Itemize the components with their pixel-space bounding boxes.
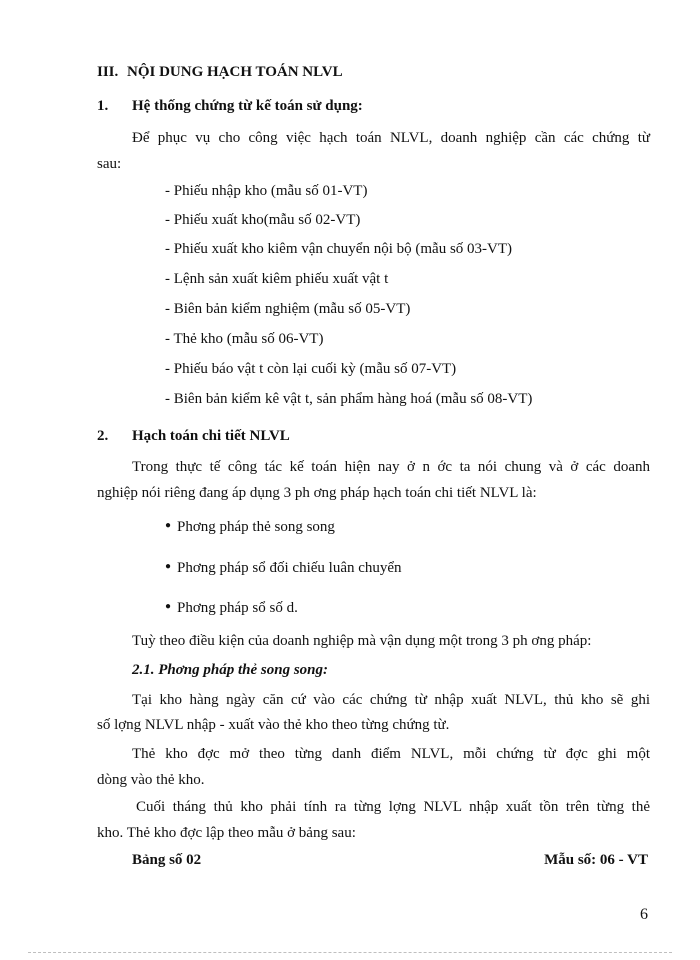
para-5-line-2: dòng vào thẻ kho.	[97, 772, 205, 788]
section-number: III.	[97, 64, 119, 80]
method-item	[165, 598, 298, 617]
method-label: Phơng pháp thẻ song song	[177, 519, 335, 535]
heading-1-title: Hệ thống chứng từ kế toán sử dụng:	[132, 98, 363, 114]
para-4-line-1: Tại kho hàng ngày căn cứ vào các chứng từ nhập xuất NLVL, thủ kho sẽ ghi	[132, 692, 650, 708]
para-3: Tuỳ theo điều kiện của doanh nghiệp mà vận dụng một trong 3 ph ơng pháp:	[132, 633, 592, 649]
bullet-icon: ●	[165, 520, 172, 531]
section-title: NỘI DUNG HẠCH TOÁN NLVL	[127, 64, 343, 80]
method-label: Phơng pháp sổ đối chiếu luân chuyển	[177, 560, 402, 576]
document-item: - Phiếu xuất kho(mẫu số 02-VT)	[165, 212, 361, 228]
method-label: Phơng pháp sổ số d.	[177, 600, 298, 616]
para-2-line-2: nghiệp nói riêng đang áp dụng 3 ph ơng pháp hạch toán chi tiết NLVL là:	[97, 485, 537, 501]
para-4-line-2: số lợng NLVL nhập - xuất vào thẻ kho theo từng chứng từ.	[97, 717, 450, 733]
para-6-line-1: Cuối tháng thủ kho phải tính ra từng lợng NLVL nhập xuất tồn trên từng thẻ	[136, 799, 650, 815]
document-item: - Phiếu báo vật t còn lại cuối kỳ (mẫu số 07-VT)	[165, 361, 457, 377]
document-item: - Biên bản kiểm nghiệm (mẫu số 05-VT)	[165, 301, 411, 317]
heading-2-title: Hạch toán chi tiết NLVL	[132, 428, 290, 444]
document-item: - Phiếu xuất kho kiêm vận chuyển nội bộ (mẫu số 03-VT)	[165, 241, 513, 257]
document-item: - Biên bản kiểm kê vật t, sản phẩm hàng hoá (mẫu số 08-VT)	[165, 391, 533, 407]
table-caption-left: Bảng số 02	[132, 852, 202, 868]
heading-1	[97, 97, 363, 115]
heading-2-number: 2.	[97, 428, 109, 444]
para-5-line-1: Thẻ kho đợc mở theo từng danh điểm NLVL, mỗi chứng từ đợc ghi một	[132, 746, 650, 762]
method-item	[165, 517, 335, 536]
method-item	[165, 558, 402, 577]
page-number: 6	[640, 906, 648, 923]
subheading-2-1: 2.1. Phơng pháp thẻ song song:	[132, 662, 329, 678]
page-bottom-rule	[28, 952, 672, 953]
table-caption-right: Mẫu số: 06 - VT	[544, 852, 648, 868]
para-2-line-1: Trong thực tế công tác kế toán hiện nay ở n ớc ta nói chung và ở các doanh	[132, 459, 650, 475]
document-item: - Lệnh sản xuất kiêm phiếu xuất vật t	[165, 271, 389, 287]
bullet-icon: ●	[165, 561, 172, 572]
heading-1-number: 1.	[97, 98, 109, 114]
document-item: - Thẻ kho (mẫu số 06-VT)	[165, 331, 324, 347]
document-item: - Phiếu nhập kho (mẫu số 01-VT)	[165, 183, 368, 199]
bullet-icon: ●	[165, 601, 172, 612]
section-heading	[97, 63, 343, 81]
para-6-line-2: kho. Thẻ kho đợc lập theo mẫu ở bảng sau:	[97, 825, 356, 841]
para-1-line-1: Để phục vụ cho công việc hạch toán NLVL, doanh nghiệp cần các chứng từ	[132, 130, 650, 146]
para-1-line-2: sau:	[97, 156, 122, 172]
heading-2	[97, 427, 290, 445]
